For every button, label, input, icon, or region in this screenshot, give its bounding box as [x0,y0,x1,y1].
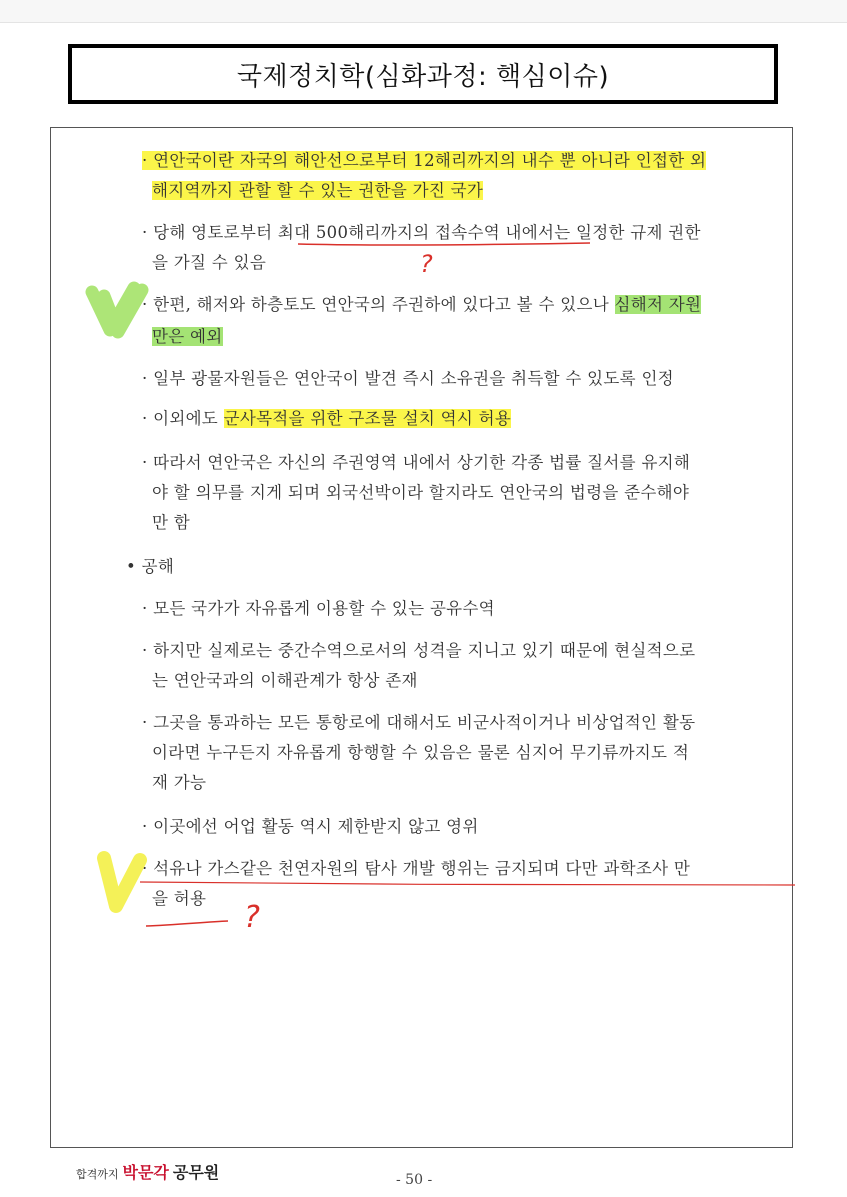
question-mark-annotation: ? [420,250,433,278]
text-line: · 한편, 해저와 하층토도 연안국의 주권하에 있다고 볼 수 있으나 심해저 자원 [142,295,702,314]
text-line: 을 가질 수 있음 [152,253,267,272]
text-line: 만 함 [152,513,191,532]
text-line: 만은 예외 [152,327,223,346]
text-line: · 모든 국가가 자유롭게 이용할 수 있는 공유수역 [142,599,495,618]
text-line: · 석유나 가스같은 천연자원의 탐사 개발 행위는 금지되며 다만 과학조사 만 [142,859,691,878]
section-heading: • 공해 [126,557,175,576]
text-line: 는 연안국과의 이해관계가 항상 존재 [152,671,418,690]
publisher-logo: 합격까지 박문각 공무원 [76,1163,220,1182]
text-line: · 당해 영토로부터 최대 500해리까지의 접속수역 내에서는 일정한 규제 권한 [142,223,701,242]
text-line: 재 가능 [152,773,207,792]
text-line: 을 허용 [152,889,207,908]
text-line: · 연안국이란 자국의 해안선으로부터 12해리까지의 내수 뿐 아니라 인접한 외 [142,151,707,170]
text-line: · 이외에도 군사목적을 위한 구조물 설치 역시 허용 [142,409,512,428]
page-title-box [68,44,778,104]
text-line: 야 할 의무를 지게 되며 외국선박이라 할지라도 연안국의 법령을 준수해야 [152,483,690,502]
text-line: 이라면 누구든지 자유롭게 항행할 수 있음은 물론 심지어 무기류까지도 적 [152,743,690,762]
question-mark-annotation: ? [244,900,260,935]
text-line: · 하지만 실제로는 중간수역으로서의 성격을 지니고 있기 때문에 현실적으로 [142,641,696,660]
page-number: - 50 - [396,1172,433,1188]
text-line: 해지역까지 관할 할 수 있는 권한을 가진 국가 [152,181,484,200]
text-line: · 일부 광물자원들은 연안국이 발견 즉시 소유권을 취득할 수 있도록 인정 [142,369,674,388]
viewer-top-bar [0,0,847,23]
page-title: 국제정치학(심화과정: 핵심이슈) [236,61,610,92]
text-line: · 따라서 연안국은 자신의 주권영역 내에서 상기한 각종 법률 질서를 유지해 [142,453,691,472]
text-line: · 그곳을 통과하는 모든 통항로에 대해서도 비군사적이거나 비상업적인 활동 [142,713,696,732]
content-frame [50,127,793,1148]
text-line: · 이곳에선 어업 활동 역시 제한받지 않고 영위 [142,817,479,836]
